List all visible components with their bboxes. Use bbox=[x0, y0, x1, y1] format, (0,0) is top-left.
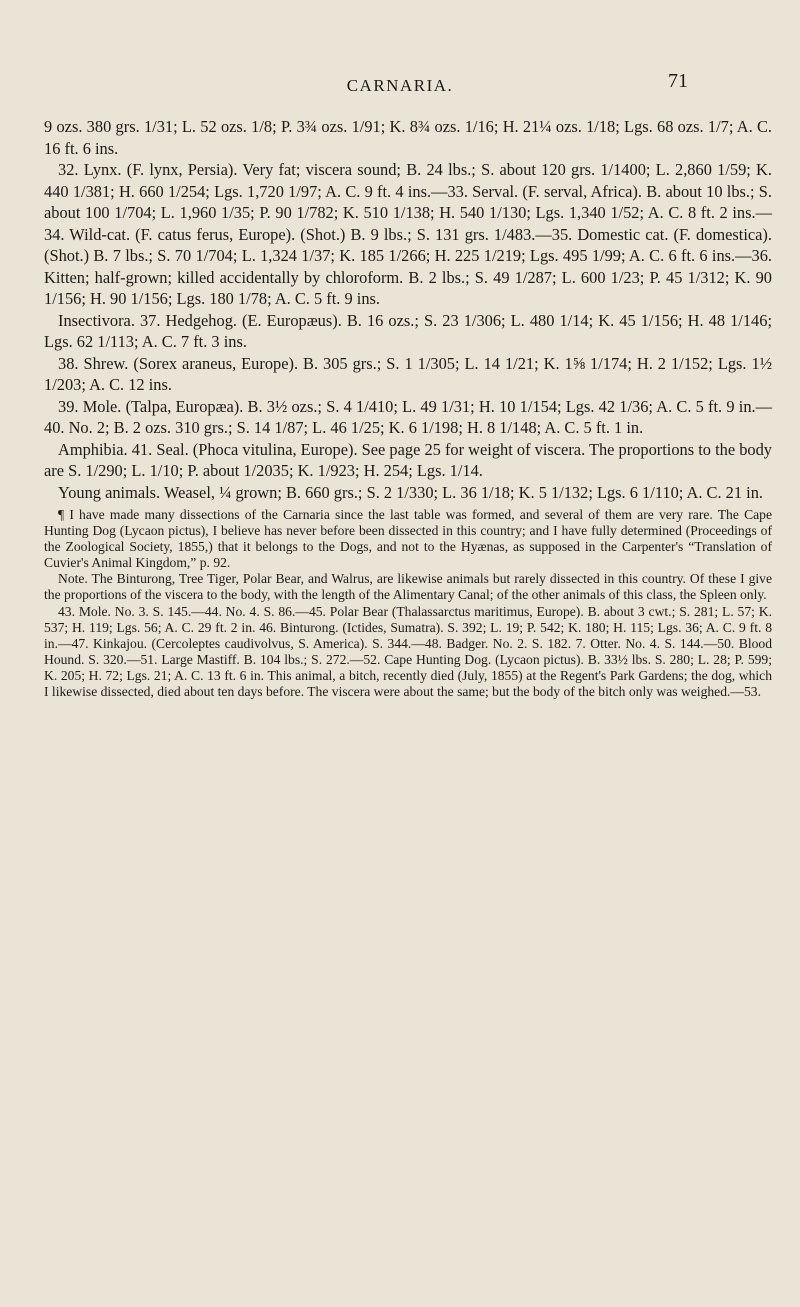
page-number: 71 bbox=[668, 70, 688, 92]
viscera-table-text bbox=[44, 116, 772, 503]
footnotes bbox=[44, 507, 772, 700]
paragraph-lion-continued: 9 ozs. 380 grs. 1/31; L. 52 ozs. 1/8; P. 3¾ ozs. 1/91; K. 8¾ ozs. 1/16; H. 21¼ ozs. 1/18; Lgs. 68 ozs. 1/7; A. C. 16 ft. 6 ins. bbox=[44, 117, 772, 158]
page-header bbox=[0, 70, 800, 100]
paragraph-shrew: 38. Shrew. (Sorex araneus, Europe). B. 305 grs.; S. 1 1/305; L. 14 1/21; K. 1⅝ 1/174; H. 2 1/152; Lgs. 1½ 1/203; A. C. 12 ins. bbox=[44, 353, 772, 394]
running-head: CARNARIA. bbox=[346, 76, 454, 95]
paragraph-young-animals: Young animals. Weasel, ¼ grown; B. 660 grs.; S. 2 1/330; L. 36 1/18; K. 5 1/132; Lgs. 6 1/110; A. C. 21 in. bbox=[58, 482, 764, 502]
paragraph-mole: 39. Mole. (Talpa, Europæa). B. 3½ ozs.; S. 4 1/410; L. 49 1/31; H. 10 1/154; Lgs. 42 1/36; A. C. 5 ft. 9 in.—40. No. 2; B. 2 ozs. 310 grs.; S. 14 1/87; L. 46 1/25; K. 6 1/198; H. 8 1/148; A. C. 5 ft. 1 in. bbox=[44, 396, 772, 437]
paragraph-lynx-serval-cats: 32. Lynx. (F. lynx, Persia). Very fat; viscera sound; B. 24 lbs.; S. about 120 grs. 1/1400; L. 2,860 1/59; K. 440 1/381; H. 660 1/254; Lgs. 1,720 1/97; A. C. 9 ft. 4 ins.—33. Serval. (F. serval, Africa). B. about 10 lbs.; S. about 100 1/704; L. 1,960 1/35; P. 90 1/782; K. 510 1/138; H. 540 1/130; Lgs. 1,340 1/52; A. C. 8 ft. 2 ins.—34. Wild-cat. (F. catus ferus, Europe). (Shot.) B. 9 lbs.; S. 131 grs. 1/483.—35. Domestic cat. (F. domestica). (Shot.) B. 7 lbs.; S. 70 1/704; L. 1,324 1/37; K. 185 1/266; H. 225 1/219; Lgs. 495 1/99; A. C. 6 ft. 6 ins.—36. Kitten; half-grown; killed accidentally by chloroform. B. 2 lbs.; S. 49 1/287; L. 600 1/23; P. 45 1/312; K. 90 1/156; H. 90 1/156; Lgs. 180 1/78; A. C. 5 ft. 9 ins. bbox=[44, 160, 772, 308]
note-rare-animals: Note. The Binturong, Tree Tiger, Polar Bear, and Walrus, are likewise animals but rarely dissected in this country. Of these I give the proportions of the viscera to the body, with the length of the Alimentary Canal; of the other animals of this class, the Spleen only. bbox=[44, 571, 772, 603]
note-list-43-53: 43. Mole. No. 3. S. 145.—44. No. 4. S. 86.—45. Polar Bear (Thalassarctus maritimus, Europe). B. about 3 cwt.; S. 281; L. 57; K. 537; H. 119; Lgs. 56; A. C. 29 ft. 2 in. 46. Binturong. (Ictides, Sumatra). S. 392; L. 19; P. 542; K. 180; H. 115; Lgs. 36; A. C. 9 ft. 8 in.—47. Kinkajou. (Cercoleptes caudivolvus, S. America). S. 344.—48. Badger. No. 2. S. 182. 7. Otter. No. 4. S. 144.—50. Blood Hound. S. 320.—51. Large Mastiff. B. 104 lbs.; S. 272.—52. Cape Hunting Dog. (Lycaon pictus). B. 33½ lbs. S. 280; L. 28; P. 599; K. 205; H. 72; Lgs. 21; A. C. 13 ft. 6 in. This animal, a bitch, recently died (July, 1855) at the Regent's Park Gardens; the dog, which I likewise dissected, died about ten days before. The viscera were about the same; but the body of the bitch only was weighed.—53. bbox=[44, 603, 772, 700]
page-body bbox=[44, 116, 772, 700]
paragraph-insectivora-hedgehog: Insectivora. 37. Hedgehog. (E. Europæus). B. 16 ozs.; S. 23 1/306; L. 480 1/14; K. 45 1/156; H. 48 1/146; Lgs. 62 1/113; A. C. 7 ft. 3 ins. bbox=[44, 310, 772, 351]
paragraph-amphibia-seal: Amphibia. 41. Seal. (Phoca vitulina, Europe). See page 25 for weight of viscera. The proportions to the body are S. 1/290; L. 1/10; P. about 1/2035; K. 1/923; H. 254; Lgs. 1/14. bbox=[44, 439, 772, 480]
note-cape-hunting-dog: ¶ I have made many dissections of the Carnaria since the last table was formed, and several of them are very rare. The Cape Hunting Dog (Lycaon pictus), I believe has never before been dissected in this country; and I have fully determined (Proceedings of the Zoological Society, 1855,) that it belongs to the Dogs, and not to the Hyænas, as supposed in the Carpenter's “Translation of Cuvier's Animal Kingdom,” p. 92. bbox=[44, 507, 772, 571]
